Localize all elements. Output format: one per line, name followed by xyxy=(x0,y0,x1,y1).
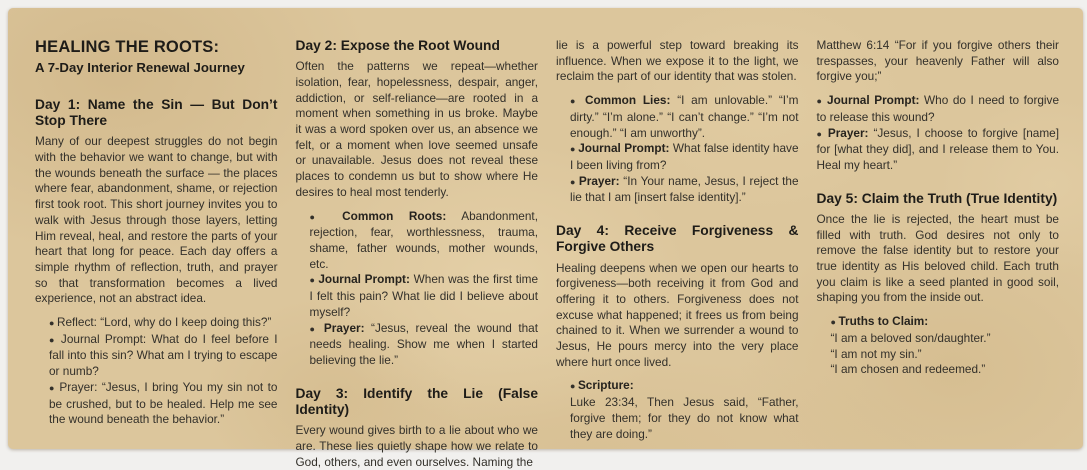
bullet-label: Common Lies: xyxy=(584,93,671,108)
bullet-text: What false identity have I been living from? xyxy=(570,141,799,172)
bullet-item xyxy=(817,93,1060,125)
text-column-1 xyxy=(35,38,278,433)
bullet-dot-icon: ● xyxy=(309,275,319,286)
paragraph: Once the lie is rejected, the heart must be filled with truth. God desires not only to remove the false identity but to restore your true identity as His beloved child. Each truth you claim is like a seed planted in good soil, shaping you from the inside out. xyxy=(816,211,1059,305)
bullet-dot-icon: ● xyxy=(570,176,579,187)
bullet-dot-icon: ● xyxy=(830,317,839,328)
day-heading: Day 4: Receive Forgiveness & Forgive Others xyxy=(556,223,799,255)
bullet-label: Journal Prompt: xyxy=(827,93,920,108)
bullet-dot-icon: ● xyxy=(570,144,579,155)
parchment-page xyxy=(8,8,1083,469)
bullet-dot-icon: ● xyxy=(570,381,578,392)
bullet-item xyxy=(556,141,799,173)
bullet-item xyxy=(817,126,1060,174)
paragraph: lie is a powerful step toward breaking its influence. When we expose it to the light, we reclaim the part of our identity that was stolen. xyxy=(556,38,799,84)
bullet-dot-icon: ● xyxy=(309,211,343,222)
bullet-item xyxy=(35,380,278,428)
bullet-text: When was the first time I felt this pain? What lie did I believe about myself? xyxy=(309,272,539,319)
day-heading: Day 5: Claim the Truth (True Identity) xyxy=(816,190,1058,206)
paragraph: Healing deepens when we open our hearts to forgiveness—both receiving it from God and offering it to others. Forgiveness does not excuse what happened; it frees us from being chained to it. When we surrender a wound to Jesus, He pours mercy into the very place where hurt once lived. xyxy=(556,260,799,369)
quote-line: “I am chosen and redeemed.” xyxy=(830,362,986,377)
bullet-item xyxy=(817,314,1060,331)
bullet-item xyxy=(556,378,799,395)
bullet-dot-icon: ● xyxy=(49,382,60,393)
document-subtitle: A 7-Day Interior Renewal Journey xyxy=(35,59,245,75)
bullet-label: Prayer: xyxy=(59,379,98,394)
bullet-dot-icon: ● xyxy=(49,318,57,329)
bullet-text: “Lord, why do I keep doing this?” xyxy=(100,315,272,330)
bullet-item xyxy=(35,332,278,380)
bullet-dot-icon: ● xyxy=(309,323,324,334)
bullet-item xyxy=(296,272,539,320)
bullet-item xyxy=(35,315,278,332)
bullet-label: Common Roots: xyxy=(342,208,447,223)
bullet-text: Who do I need to forgive to release this wound? xyxy=(816,93,1060,124)
quote-line: “I am not my sin.” xyxy=(830,346,922,361)
bullet-dot-icon: ● xyxy=(49,334,61,345)
paragraph: Often the patterns we repeat—whether isolation, fear, hopelessness, despair, anger, addiction, or self-reliance—are rooted in a moment when something in us broke. Maybe it was a word spoken over us, an absence we felt, or a moment when love seemed unsafe or unavailable. Jesus does not reveal these places to condemn us but to show where He desires to heal most tenderly. xyxy=(295,59,538,199)
text-column-4 xyxy=(817,38,1060,433)
paragraph: Every wound gives birth to a lie about who we are. These lies quietly shape how we relate to God, others, and even ourselves. Naming the xyxy=(295,423,538,469)
bullet-item xyxy=(296,209,539,273)
bullet-label: Prayer: xyxy=(827,125,869,140)
bullet-label: Prayer: xyxy=(578,173,620,188)
bullet-text: “I am unlovable.” “I’m dirty.” “I’m alone.” “I can’t change.” “I’m not enough.” “I am unworthy”. xyxy=(570,93,799,140)
bullet-dot-icon: ● xyxy=(816,96,828,107)
bullet-item xyxy=(556,174,799,206)
paragraph: Many of our deepest struggles do not begin with the behavior we want to change, but with the wounds beneath the surface — the places where fear, abandonment, shame, or rejection first took root. This short journey invites you to walk with Jesus through those layers, letting Him reveal, heal, and restore the parts of your heart that long for peace. Each day offers a simple rhythm of reflection, truth, and prayer so that transformation becomes a lived experience, not an abstract idea. xyxy=(35,134,278,306)
quote-line: Luke 23:34, Then Jesus said, “Father, forgive them; for they do not know what they are doing.” xyxy=(570,395,799,441)
text-column-2 xyxy=(295,38,539,469)
document-columns xyxy=(35,38,1060,469)
bullet-text: “In Your name, Jesus, I reject the lie that I am [insert false identity].” xyxy=(570,173,799,205)
bullet-text: “Jesus, I bring You my sin not to be crushed, but to be healed. Help me see the wound beneath the behavior.” xyxy=(49,379,278,427)
bullet-label: Reflect: xyxy=(56,315,97,330)
bullet-item xyxy=(556,93,799,141)
bullet-label: Journal Prompt: xyxy=(578,141,670,156)
bullet-text: Abandonment, rejection, fear, worthlessness, trauma, shame, father wounds, mother wounds, etc. xyxy=(309,208,538,271)
bullet-label: Journal Prompt: xyxy=(318,272,410,287)
bullet-label: Journal Prompt: xyxy=(60,331,147,346)
bullet-text: “Jesus, reveal the wound that needs healing. Show me when I started believing the lie.” xyxy=(309,320,539,367)
day-heading: Day 3: Identify the Lie (False Identity) xyxy=(295,385,538,417)
bullet-item xyxy=(296,321,539,369)
quote-line: “I am a beloved son/daughter.” xyxy=(830,330,991,345)
text-column-3 xyxy=(556,38,799,441)
bullet-dot-icon: ● xyxy=(570,96,585,107)
bullet-text: What do I feel before I fall into this sin? What am I trying to escape or numb? xyxy=(49,331,278,379)
document-title: HEALING THE ROOTS: xyxy=(35,38,220,56)
bullet-text: “Jesus, I choose to forgive [name] for [what they did], and I release them to You. Heal my heart.” xyxy=(816,125,1060,172)
bullet-label: Truths to Claim: xyxy=(838,314,929,329)
bullet-label: Scripture: xyxy=(577,378,634,393)
paragraph: Matthew 6:14 “For if you forgive others their trespasses, your heavenly Father will also forgive you;” xyxy=(816,38,1059,84)
bullet-label: Prayer: xyxy=(323,320,365,335)
day-heading: Day 2: Expose the Root Wound xyxy=(295,38,500,53)
bullet-dot-icon: ● xyxy=(816,128,828,139)
day-heading: Day 1: Name the Sin — But Don’t Stop There xyxy=(35,96,278,129)
